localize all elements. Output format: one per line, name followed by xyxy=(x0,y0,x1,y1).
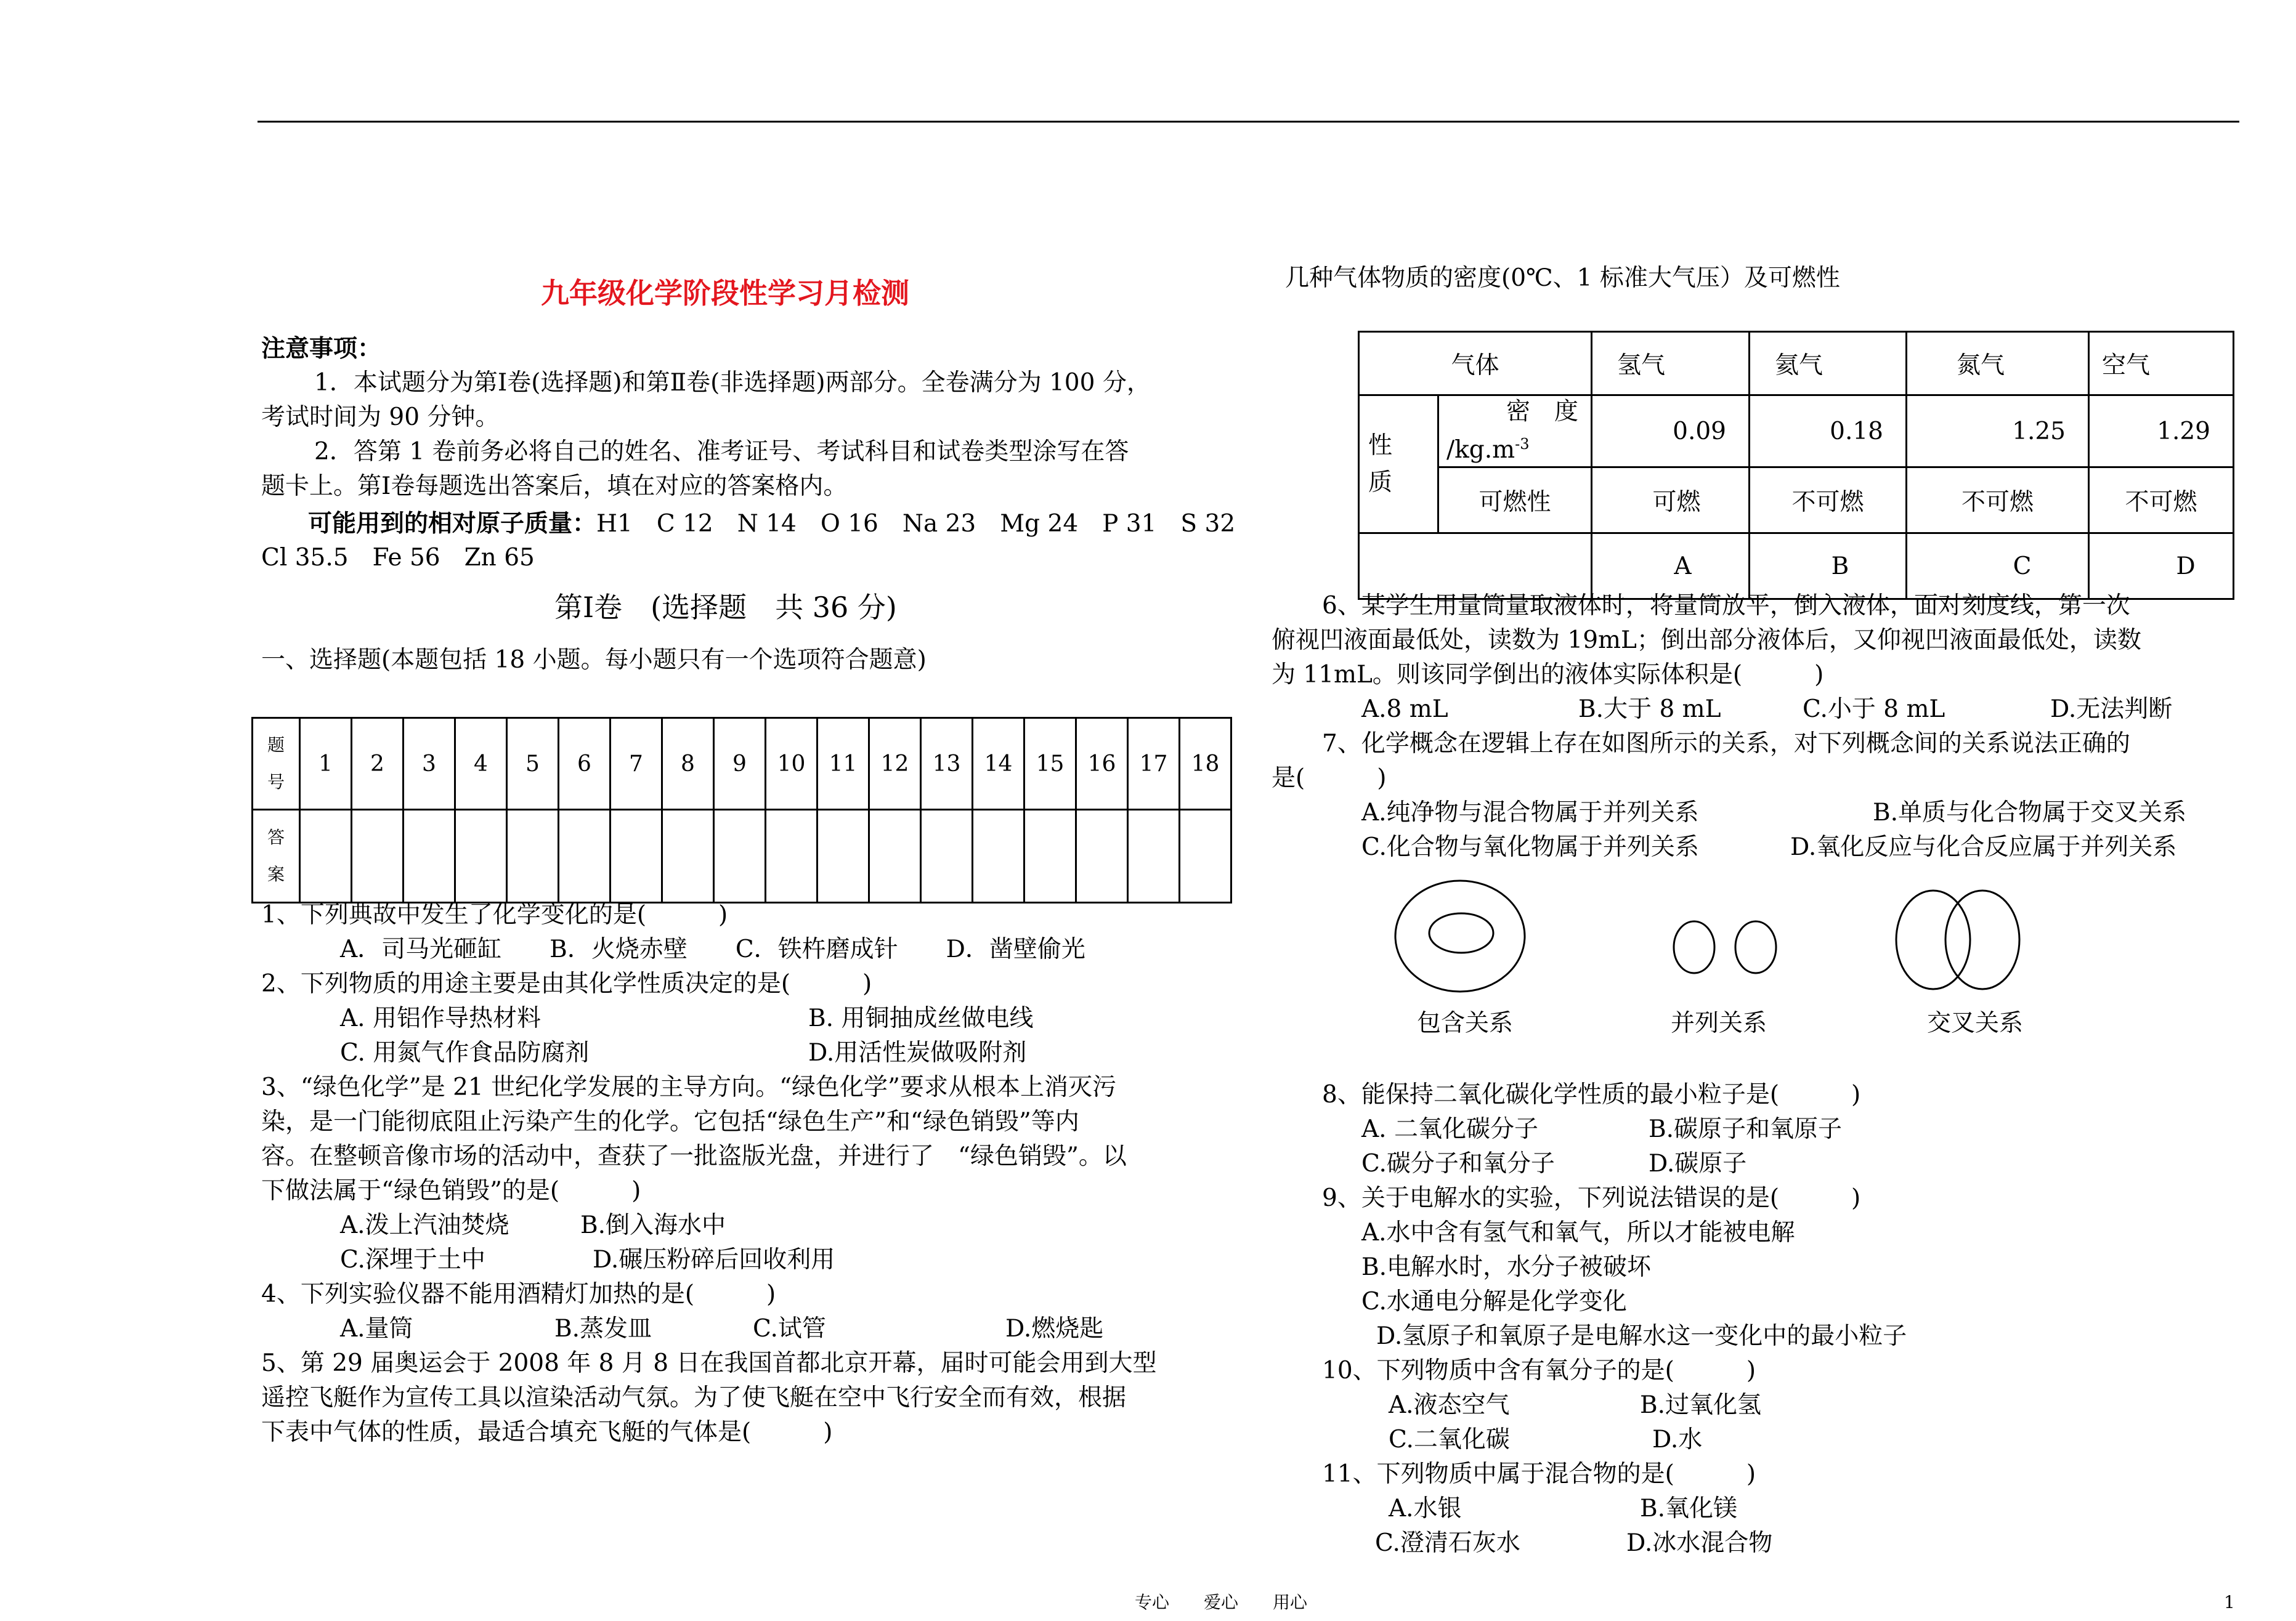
gas-table-header-row xyxy=(1359,332,2234,395)
page-title: 九年级化学阶段性学习月检测 xyxy=(541,277,909,310)
question-6-option-c: C.小于 8 mL xyxy=(1803,695,1945,723)
answer-cell[interactable] xyxy=(455,810,507,903)
parallel-diagram xyxy=(1674,921,1776,973)
option-letter: D xyxy=(2089,533,2234,599)
question-10-stem: 10、下列物质中含有氧分子的是( ) xyxy=(1322,1357,1756,1385)
question-11-option-a: A.水银 xyxy=(1389,1495,1462,1522)
flammability-value: 不可燃 xyxy=(1907,467,2089,533)
density-value: 0.18 xyxy=(1750,395,1907,467)
question-number: 3 xyxy=(404,718,455,810)
question-7-option-c: C.化合物与氧化物属于并列关系 xyxy=(1361,833,1699,861)
gas-table-flammability-row xyxy=(1359,467,2234,533)
gas-table-property-label: 性 质 xyxy=(1359,395,1438,533)
containment-diagram xyxy=(1395,881,1525,992)
question-number: 6 xyxy=(559,718,611,810)
atomic-masses-cont: Cl 35.5 Fe 56 Zn 65 xyxy=(261,544,535,572)
answer-cell[interactable] xyxy=(352,810,404,903)
gas-table-header-label: 气体 xyxy=(1359,332,1592,395)
answer-grid-header-answer: 答 案 xyxy=(253,810,300,903)
notice-item-2: 2．答第 1 卷前务必将自己的姓名、准考证号、考试科目和试卷类型涂写在答 xyxy=(314,438,1129,466)
flammability-value: 不可燃 xyxy=(1750,467,1907,533)
option-letter: A xyxy=(1592,533,1750,599)
answer-cell[interactable] xyxy=(714,810,766,903)
flammability-value: 不可燃 xyxy=(2089,467,2234,533)
gas-property-table xyxy=(1358,331,2234,600)
section-1-instruction: 一、选择题(本题包括 18 小题。每小题只有一个选项符合题意) xyxy=(261,646,927,674)
question-5-stem-cont: 下表中气体的性质，最适合填充飞艇的气体是( ) xyxy=(261,1418,833,1446)
question-number: 5 xyxy=(507,718,559,810)
density-value: 1.29 xyxy=(2089,395,2234,467)
notice-heading: 注意事项： xyxy=(261,334,382,363)
question-9-option-a: A.水中含有氢气和氧气，所以才能被电解 xyxy=(1361,1219,1795,1247)
question-7-stem: 7、化学概念在逻辑上存在如图所示的关系，对下列概念间的关系说法正确的 xyxy=(1322,730,2130,758)
atomic-masses-label: 可能用到的相对原子质量： xyxy=(308,509,597,538)
question-2-option-d: D.用活性炭做吸附剂 xyxy=(808,1039,1027,1067)
question-9-option-c: C.水通电分解是化学变化 xyxy=(1361,1288,1627,1316)
question-2-option-a: A. 用铝作导热材料 xyxy=(340,1005,541,1032)
question-9-option-b: B.电解水时，水分子被破坏 xyxy=(1361,1253,1652,1281)
answer-cell[interactable] xyxy=(1024,810,1076,903)
intersection-diagram xyxy=(1896,891,2019,989)
answer-cell[interactable] xyxy=(1128,810,1180,903)
question-number: 2 xyxy=(352,718,404,810)
question-10-option-a: A.液态空气 xyxy=(1389,1391,1510,1419)
question-7-option-a: A.纯净物与混合物属于并列关系 xyxy=(1361,799,1699,827)
answer-cell[interactable] xyxy=(817,810,869,903)
question-number: 1 xyxy=(300,718,352,810)
gas-name: 空气 xyxy=(2089,332,2234,395)
answer-cell[interactable] xyxy=(300,810,352,903)
notice-item-1-cont: 考试时间为 90 分钟。 xyxy=(261,403,500,431)
gas-table-density-row xyxy=(1359,395,2234,467)
relationship-diagrams xyxy=(1355,875,2218,998)
question-4-option-c: C.试管 xyxy=(753,1315,826,1343)
option-letter: C xyxy=(1907,533,2089,599)
question-3-option-d: D.碾压粉碎后回收利用 xyxy=(593,1246,835,1274)
question-10-option-d: D.水 xyxy=(1652,1426,1703,1453)
question-2-option-c: C. 用氮气作食品防腐剂 xyxy=(340,1039,590,1067)
question-3-stem-cont: 染，是一门能彻底阻止污染产生的化学。它包括“绿色生产”和“绿色销毁”等内 xyxy=(261,1108,1079,1136)
question-4-option-b: B.蒸发皿 xyxy=(554,1315,652,1343)
question-11-option-b: B.氧化镁 xyxy=(1640,1495,1738,1522)
question-8-option-a: A. 二氧化碳分子 xyxy=(1361,1115,1538,1143)
answer-grid-number-row xyxy=(253,718,1231,810)
question-number: 10 xyxy=(766,718,817,810)
question-4-option-a: A.量筒 xyxy=(340,1315,413,1343)
question-6-stem-cont: 为 11mL。则该同学倒出的液体实际体积是( ) xyxy=(1272,661,1824,689)
question-6-option-b: B.大于 8 mL xyxy=(1578,695,1721,723)
question-7-option-b: B.单质与化合物属于交叉关系 xyxy=(1873,799,2187,827)
question-5-stem-cont: 遥控飞艇作为宣传工具以渲染活动气氛。为了使飞艇在空中飞行安全而有效，根据 xyxy=(261,1384,1127,1412)
gas-table-caption: 几种气体物质的密度(0℃、1 标准大气压）及可燃性 xyxy=(1285,264,1840,292)
question-4-stem: 4、下列实验仪器不能用酒精灯加热的是( ) xyxy=(261,1280,776,1308)
answer-cell[interactable] xyxy=(869,810,921,903)
question-2-option-b: B. 用铜抽成丝做电线 xyxy=(808,1005,1034,1032)
question-number: 11 xyxy=(817,718,869,810)
answer-cell[interactable] xyxy=(507,810,559,903)
answer-cell[interactable] xyxy=(662,810,714,903)
question-3-option-c: C.深埋于土中 xyxy=(340,1246,485,1274)
answer-cell[interactable] xyxy=(1180,810,1231,903)
diagram-label-parallel: 并列关系 xyxy=(1671,1009,1767,1037)
question-number: 13 xyxy=(921,718,973,810)
answer-cell[interactable] xyxy=(1076,810,1128,903)
answer-cell[interactable] xyxy=(921,810,973,903)
question-number: 8 xyxy=(662,718,714,810)
question-1-stem: 1、下列典故中发生了化学变化的是( ) xyxy=(261,901,728,929)
answer-cell[interactable] xyxy=(559,810,611,903)
question-8-stem: 8、能保持二氧化碳化学性质的最小粒子是( ) xyxy=(1322,1081,1861,1109)
question-number: 18 xyxy=(1180,718,1231,810)
question-10-option-b: B.过氧化氢 xyxy=(1640,1391,1762,1419)
question-number: 4 xyxy=(455,718,507,810)
question-3-stem: 3、“绿色化学”是 21 世纪化学发展的主导方向。“绿色化学”要求从根本上消灭污 xyxy=(261,1073,1116,1101)
gas-name: 氦气 xyxy=(1750,332,1907,395)
question-3-stem-cont: 下做法属于“绿色销毁”的是( ) xyxy=(261,1177,641,1205)
answer-cell[interactable] xyxy=(973,810,1024,903)
option-letter: B xyxy=(1750,533,1907,599)
answer-cell[interactable] xyxy=(766,810,817,903)
question-8-option-b: B.碳原子和氧原子 xyxy=(1649,1115,1843,1143)
question-7-option-d: D.氧化反应与化合反应属于并列关系 xyxy=(1790,833,2177,861)
question-9-option-d: D.氢原子和氧原子是电解水这一变化中的最小粒子 xyxy=(1376,1322,1907,1350)
density-value: 1.25 xyxy=(1907,395,2089,467)
question-11-option-d: D.冰水混合物 xyxy=(1626,1529,1773,1557)
question-6-option-a: A.8 mL xyxy=(1361,695,1448,723)
question-8-option-d: D.碳原子 xyxy=(1649,1150,1747,1178)
question-9-stem: 9、关于电解水的实验，下列说法错误的是( ) xyxy=(1322,1184,1861,1212)
question-number: 17 xyxy=(1128,718,1180,810)
diagram-label-intersection: 交叉关系 xyxy=(1927,1009,2024,1037)
answer-grid xyxy=(251,717,1232,903)
question-6-stem: 6、某学生用量筒量取液体时，将量筒放平，倒入液体，面对刻度线，第一次 xyxy=(1322,592,2130,620)
diagram-label-containment: 包含关系 xyxy=(1417,1009,1514,1037)
question-number: 12 xyxy=(869,718,921,810)
density-label: 密 度 $/kg.m^{-3}$ xyxy=(1438,395,1592,467)
answer-grid-answer-row xyxy=(253,810,1231,903)
density-value: 0.09 xyxy=(1592,395,1750,467)
answer-grid-header-number: 题 号 xyxy=(253,718,300,810)
question-6-option-d: D.无法判断 xyxy=(2050,695,2173,723)
question-number: 7 xyxy=(611,718,662,810)
question-6-stem-cont: 俯视凹液面最低处，读数为 19mL；倒出部分液体后，又仰视凹液面最低处，读数 xyxy=(1272,626,2141,654)
question-5-stem: 5、第 29 届奥运会于 2008 年 8 月 8 日在我国首都北京开幕，届时可能会用到大型 xyxy=(261,1349,1157,1377)
question-8-option-c: C.碳分子和氧分子 xyxy=(1361,1150,1555,1178)
question-1-options: A．司马光砸缸 B．火烧赤壁 C．铁杵磨成针 D．凿壁偷光 xyxy=(340,936,1085,963)
question-number: 14 xyxy=(973,718,1024,810)
question-4-option-d: D.燃烧匙 xyxy=(1005,1315,1104,1343)
page-number: 1 xyxy=(2224,1592,2235,1612)
notice-item-2-cont: 题卡上。第Ⅰ卷每题选出答案后，填在对应的答案格内。 xyxy=(261,472,848,500)
flammability-value: 可燃 xyxy=(1592,467,1750,533)
gas-name: 氢气 xyxy=(1592,332,1750,395)
section-1-title: 第Ⅰ卷 (选择题 共 36 分) xyxy=(554,591,897,624)
question-11-option-c: C.澄清石灰水 xyxy=(1375,1529,1520,1557)
notice-item-1: 1．本试题分为第Ⅰ卷(选择题)和第Ⅱ卷(非选择题)两部分。全卷满分为 100 分， xyxy=(314,369,1151,397)
footer-slogan: 专心 爱心 用心 xyxy=(1135,1592,1308,1612)
question-number: 9 xyxy=(714,718,766,810)
question-10-option-c: C.二氧化碳 xyxy=(1389,1426,1510,1453)
question-2-stem: 2、下列物质的用途主要是由其化学性质决定的是( ) xyxy=(261,970,872,998)
question-11-stem: 11、下列物质中属于混合物的是( ) xyxy=(1322,1460,1756,1488)
question-number: 15 xyxy=(1024,718,1076,810)
header-rule xyxy=(258,121,2239,123)
answer-cell[interactable] xyxy=(404,810,455,903)
question-number: 16 xyxy=(1076,718,1128,810)
question-7-stem-cont: 是( ) xyxy=(1272,764,1387,792)
question-3-stem-cont: 容。在整顿音像市场的活动中，查获了一批盗版光盘，并进行了 “绿色销毁”。以 xyxy=(261,1142,1127,1170)
atomic-masses xyxy=(308,506,1235,541)
question-3-option-a: A.泼上汽油焚烧 xyxy=(340,1211,509,1239)
answer-cell[interactable] xyxy=(611,810,662,903)
gas-name: 氮气 xyxy=(1907,332,2089,395)
atomic-masses-values: H1 C 12 N 14 O 16 Na 23 Mg 24 P 31 S 32 xyxy=(596,510,1236,538)
flammability-label: 可燃性 xyxy=(1438,467,1592,533)
question-3-option-b: B.倒入海水中 xyxy=(580,1211,726,1239)
